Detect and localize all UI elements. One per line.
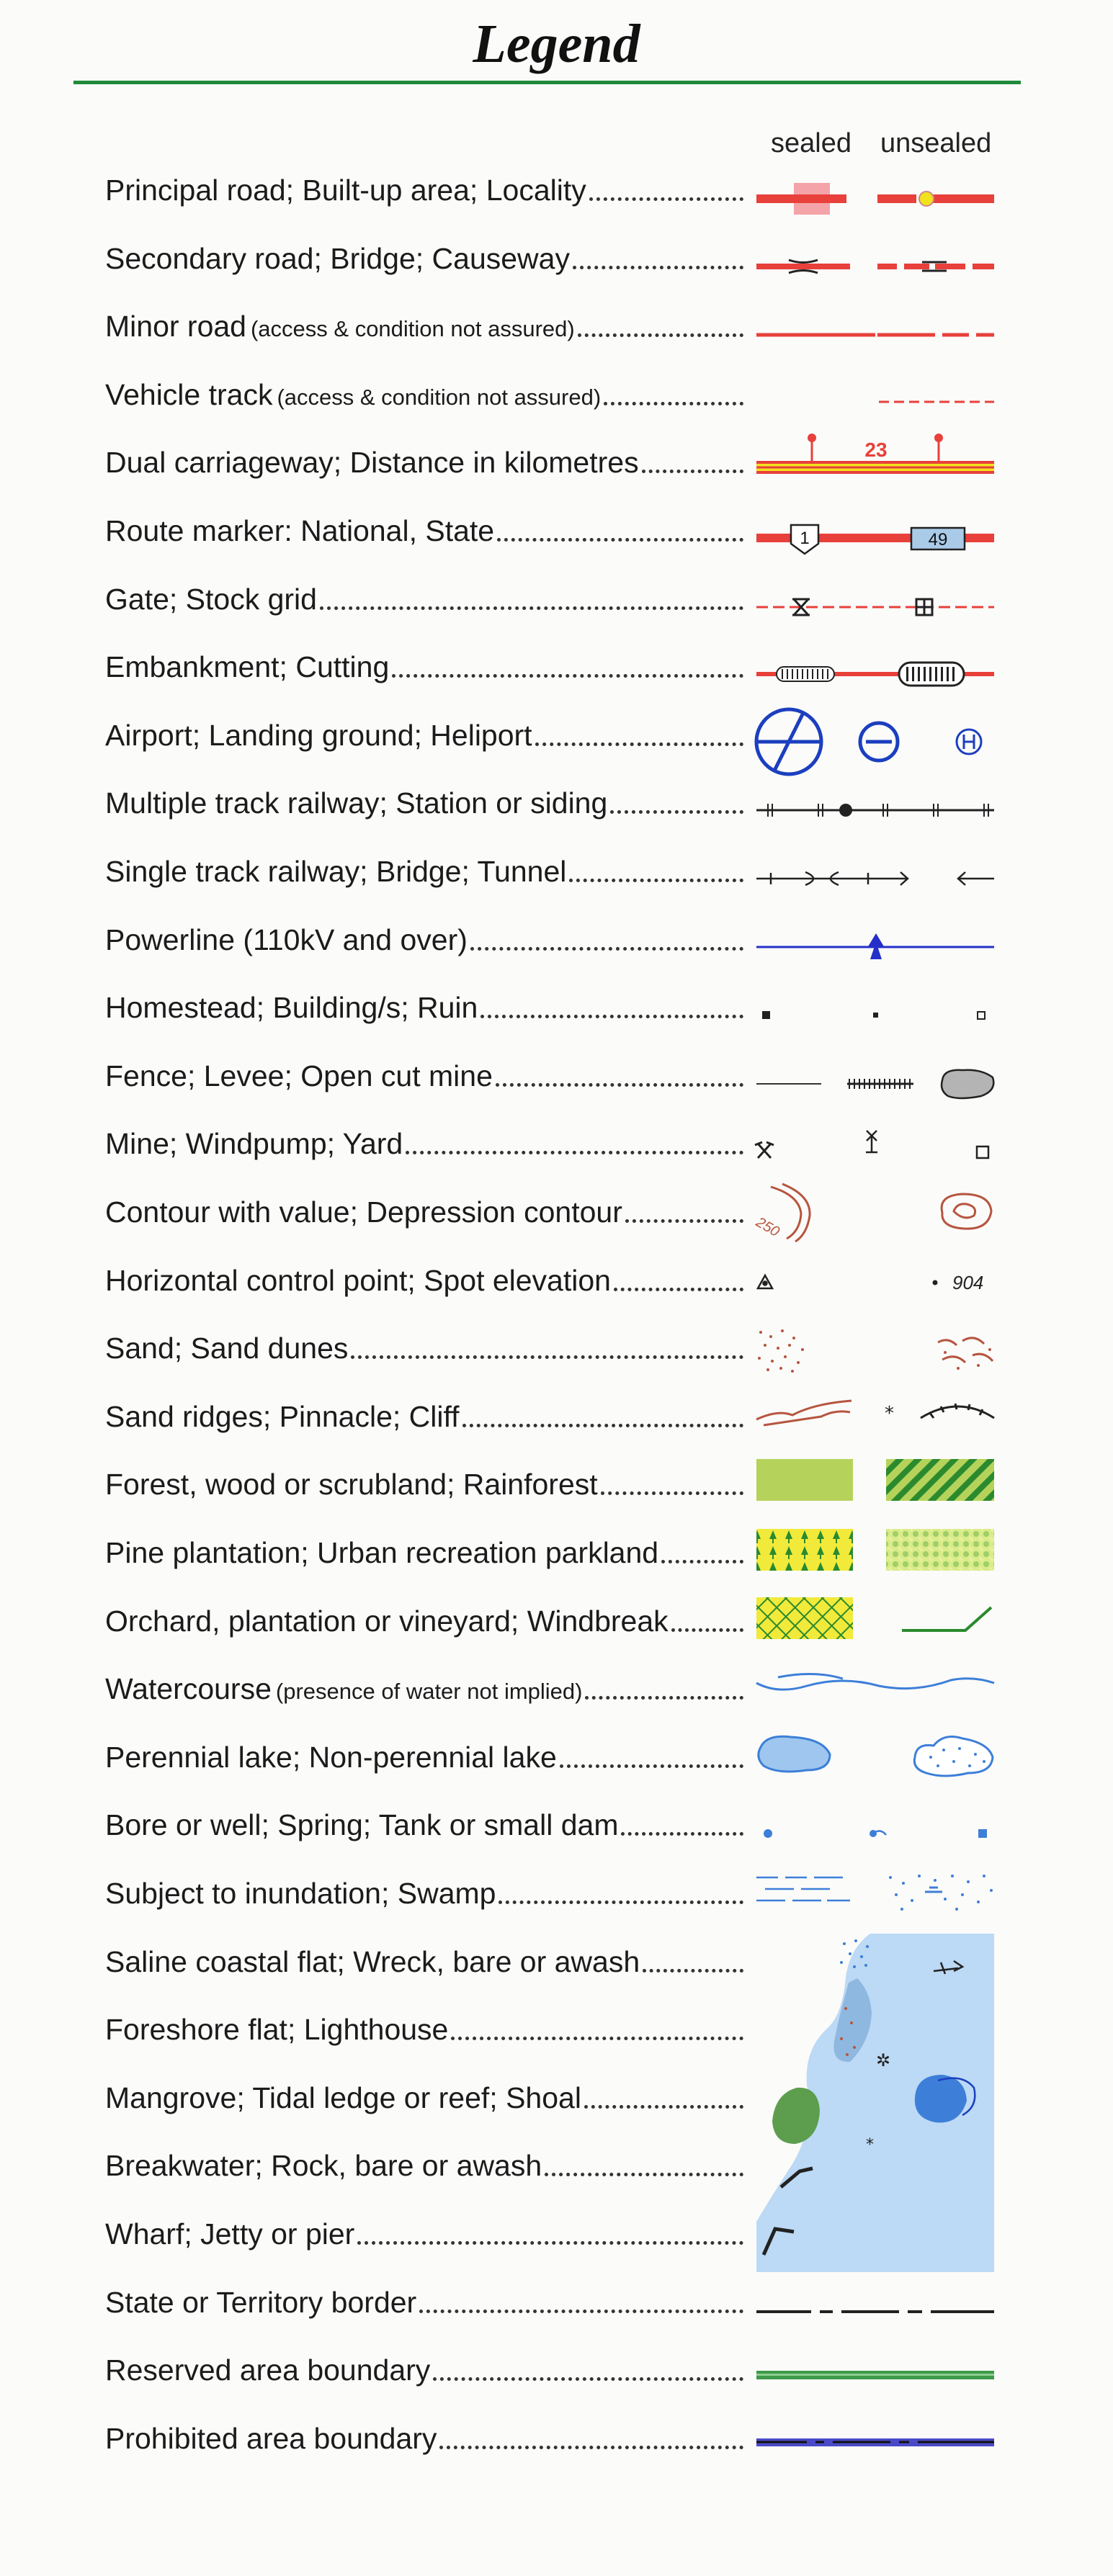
bore-icon <box>764 1829 772 1838</box>
legend-row <box>105 1395 743 1438</box>
legend-label: Minor road <box>105 310 246 343</box>
multiple-track-railway-symbol <box>749 785 1001 835</box>
locality-dot <box>919 192 934 206</box>
contour-symbol <box>749 1180 1001 1244</box>
dot-leader <box>569 879 743 882</box>
legend-label: Gate; Stock grid <box>105 583 317 616</box>
legend-label: Route marker: National, State <box>105 514 495 547</box>
legend-label: Horizontal control point; Spot elevation <box>105 1264 611 1297</box>
rainforest-swatch <box>886 1459 994 1501</box>
distance-marker-icon <box>808 434 816 442</box>
pine-plantation-swatch <box>756 1529 853 1571</box>
stock-grid-icon <box>916 599 932 615</box>
windbreak-line <box>902 1607 991 1630</box>
legend-row <box>105 237 743 280</box>
legend-label: Airport; Landing ground; Heliport <box>105 719 532 752</box>
legend-row <box>105 2212 743 2256</box>
windpump-icon <box>866 1131 877 1152</box>
legend-row <box>105 918 743 961</box>
dot-leader <box>451 2037 743 2040</box>
dot-leader <box>496 1083 743 1087</box>
cliff-icon <box>921 1404 994 1418</box>
legend-row <box>105 1531 743 1574</box>
urban-parkland-swatch <box>886 1529 994 1571</box>
legend-label: Bore or well; Spring; Tank or small dam <box>105 1808 619 1841</box>
state-route-number: 49 <box>928 530 948 549</box>
legend-row <box>105 1940 743 1983</box>
dot-leader <box>621 1832 743 1836</box>
route-marker-symbol <box>749 512 1001 562</box>
open-cut-mine-icon <box>942 1070 993 1098</box>
principal-road-symbol <box>749 174 1001 225</box>
legend-label: Homestead; Building/s; Ruin <box>105 991 478 1024</box>
bore-spring-tank-symbol <box>749 1808 1001 1858</box>
dot-leader <box>499 1900 743 1904</box>
dot-leader <box>560 1764 743 1768</box>
spring-icon <box>870 1830 886 1837</box>
unsealed-column-header: unsealed <box>880 128 992 158</box>
orchard-symbol <box>749 1597 1001 1641</box>
legend-row <box>105 1872 743 1915</box>
yard-icon <box>977 1146 988 1158</box>
legend-label: Contour with value; Depression contour <box>105 1195 622 1229</box>
legend-row <box>105 2417 743 2460</box>
mine-windpump-yard-symbol <box>749 1123 1001 1174</box>
legend-label: Principal road; Built-up area; Locality <box>105 174 586 207</box>
legend-label: Pine plantation; Urban recreation parkland <box>105 1536 659 1569</box>
dot-leader <box>625 1219 743 1223</box>
dot-leader <box>610 810 743 814</box>
dot-leader <box>535 742 743 746</box>
legend-note: (access & condition not assured) <box>277 385 602 410</box>
legend-row <box>105 850 743 893</box>
dot-leader <box>351 1355 743 1359</box>
mine-icon <box>755 1142 774 1158</box>
dot-leader <box>614 1288 743 1291</box>
dot-leader <box>470 947 743 951</box>
national-route-number: 1 <box>800 529 810 548</box>
homestead-icon <box>762 1011 770 1019</box>
single-track-railway-symbol <box>749 853 1001 904</box>
dot-leader <box>497 538 743 542</box>
legend-row <box>105 2348 743 2392</box>
dot-leader <box>392 674 743 678</box>
embankment-icon <box>777 667 834 681</box>
dot-leader <box>584 2105 743 2109</box>
legend-row <box>105 1190 743 1234</box>
legend-row <box>105 2281 743 2324</box>
lakes-symbol <box>749 1728 1001 1786</box>
contour-value-label: 250 <box>753 1214 782 1240</box>
sand-pattern <box>758 1329 804 1373</box>
sand-ridges-pattern <box>756 1401 851 1425</box>
dot-leader <box>642 470 743 473</box>
legend-label: Orchard, plantation or vineyard; Windbreak <box>105 1605 669 1638</box>
legend-label: Multiple track railway; Station or siding <box>105 786 608 820</box>
dot-leader <box>601 1491 743 1495</box>
legend-row <box>105 305 743 348</box>
forest-symbol <box>749 1459 1001 1502</box>
rock-icon: * <box>866 2136 874 2154</box>
legend-row <box>105 578 743 621</box>
inundation-swamp-symbol <box>749 1867 1001 1918</box>
legend-row <box>105 645 743 688</box>
dot-leader <box>643 1969 743 1973</box>
legend-row <box>105 2076 743 2119</box>
vehicle-track-symbol <box>749 377 1001 427</box>
legend-row <box>105 169 743 212</box>
ruin-icon <box>978 1012 985 1019</box>
dot-leader <box>671 1628 743 1632</box>
prohibited-boundary-symbol <box>749 2417 1001 2467</box>
legend-label: Wharf; Jetty or pier <box>105 2217 355 2250</box>
watercourse-symbol <box>749 1661 1001 1712</box>
dot-leader <box>433 2377 743 2381</box>
building-icon <box>873 1013 878 1018</box>
legend-row <box>105 1599 743 1643</box>
dot-leader <box>573 266 743 269</box>
legend-label: Foreshore flat; Lighthouse <box>105 2013 449 2046</box>
legend-row <box>105 441 743 484</box>
airport-symbol <box>749 706 1001 778</box>
legend-note: (presence of water not implied) <box>275 1679 583 1704</box>
secondary-road-symbol <box>749 241 1001 292</box>
legend-label: Fence; Levee; Open cut mine <box>105 1059 493 1092</box>
depression-contour-icon <box>942 1194 991 1229</box>
legend-row <box>105 1259 743 1302</box>
orchard-swatch <box>756 1597 853 1639</box>
dual-carriageway-symbol <box>749 431 1001 481</box>
legend-row <box>105 1054 743 1098</box>
sand-ridges-symbol <box>749 1386 1001 1437</box>
legend-row <box>105 1463 743 1506</box>
horizontal-control-point-icon <box>758 1275 772 1288</box>
legend-row <box>105 1327 743 1370</box>
legend-label: Mine; Windpump; Yard <box>105 1127 403 1160</box>
pylon-icon <box>867 933 885 959</box>
legend-label: Prohibited area boundary <box>105 2422 437 2455</box>
perennial-lake-swatch <box>759 1736 830 1772</box>
tank-icon <box>978 1829 987 1838</box>
station-icon <box>839 804 852 817</box>
legend-label: Sand; Sand dunes <box>105 1332 349 1365</box>
legend-row <box>105 373 743 416</box>
legend-row <box>105 2144 743 2187</box>
lighthouse-icon: ✲ <box>876 2050 891 2070</box>
legend-label: Saline coastal flat; Wreck, bare or awash <box>105 1945 640 1978</box>
legend-note: (access & condition not assured) <box>250 316 575 341</box>
legend-row <box>105 781 743 825</box>
dot-leader <box>406 1151 743 1154</box>
coastal-features-symbol <box>749 1934 1001 2272</box>
homestead-symbol <box>749 990 1001 1041</box>
embankment-cutting-symbol <box>749 648 1001 699</box>
dot-leader <box>661 1560 743 1563</box>
plantation-symbol <box>749 1529 1001 1572</box>
sand-symbol <box>749 1324 1001 1374</box>
dot-leader <box>419 2310 743 2313</box>
forest-swatch <box>756 1459 853 1501</box>
powerline-symbol <box>749 922 1001 972</box>
dot-leader <box>357 2241 743 2245</box>
legend-row <box>105 509 743 552</box>
spot-elevation-label: 904 <box>952 1272 984 1293</box>
airport-icon <box>756 709 821 774</box>
dot-leader <box>589 197 743 201</box>
spot-elevation-dot <box>933 1280 938 1285</box>
heliport-icon <box>957 730 981 754</box>
legend-row <box>105 1736 743 1779</box>
legend-row <box>105 714 743 757</box>
sand-dunes-pattern <box>938 1338 993 1363</box>
dot-leader <box>585 1696 743 1700</box>
legend-label: Watercourse <box>105 1672 272 1705</box>
reserved-boundary-symbol <box>749 2349 1001 2400</box>
legend-row <box>105 1667 743 1710</box>
control-point-symbol <box>749 1257 1001 1307</box>
dot-leader <box>462 1424 743 1427</box>
legend-row <box>105 1122 743 1165</box>
legend-row <box>105 986 743 1029</box>
dot-leader <box>604 402 743 405</box>
non-perennial-lake-swatch <box>914 1737 993 1776</box>
sealed-column-header: sealed <box>771 128 851 158</box>
legend-label: Breakwater; Rock, bare or awash <box>105 2149 542 2182</box>
legend-label: Perennial lake; Non-perennial lake <box>105 1741 557 1774</box>
legend-label: Forest, wood or scrubland; Rainforest <box>105 1468 598 1501</box>
dot-leader <box>320 606 743 610</box>
legend-label: Powerline (110kV and over) <box>105 923 468 956</box>
inundation-pattern <box>756 1877 850 1900</box>
legend-label: Subject to inundation; Swamp <box>105 1877 496 1910</box>
dot-leader <box>545 2173 743 2176</box>
legend-label: Vehicle track <box>105 378 273 411</box>
legend-label: Mangrove; Tidal ledge or reef; Shoal <box>105 2081 581 2114</box>
legend-label: Single track railway; Bridge; Tunnel <box>105 855 567 888</box>
dot-leader <box>578 333 743 337</box>
legend-label: State or Territory border <box>105 2286 417 2319</box>
legend-row <box>105 1803 743 1846</box>
legend-label: Dual carriageway; Distance in kilometres <box>105 446 639 479</box>
minor-road-symbol <box>749 310 1001 360</box>
legend-label: Reserved area boundary <box>105 2353 431 2387</box>
dot-leader <box>480 1015 743 1018</box>
legend-label: Sand ridges; Pinnacle; Cliff <box>105 1400 460 1433</box>
legend-row <box>105 2008 743 2051</box>
title-underline <box>73 81 1021 84</box>
legend-label: Embankment; Cutting <box>105 650 390 683</box>
legend-title: Legend <box>473 14 640 74</box>
dot-leader <box>439 2446 743 2449</box>
landing-ground-icon <box>860 723 898 760</box>
distance-marker-icon <box>934 434 943 442</box>
legend-label: Secondary road; Bridge; Causeway <box>105 242 570 275</box>
gate-stock-grid-symbol <box>749 582 1001 632</box>
distance-km-label: 23 <box>864 439 888 461</box>
state-border-symbol <box>749 2286 1001 2337</box>
pinnacle-icon: * <box>885 1403 894 1424</box>
fence-levee-mine-symbol <box>749 1059 1001 1109</box>
